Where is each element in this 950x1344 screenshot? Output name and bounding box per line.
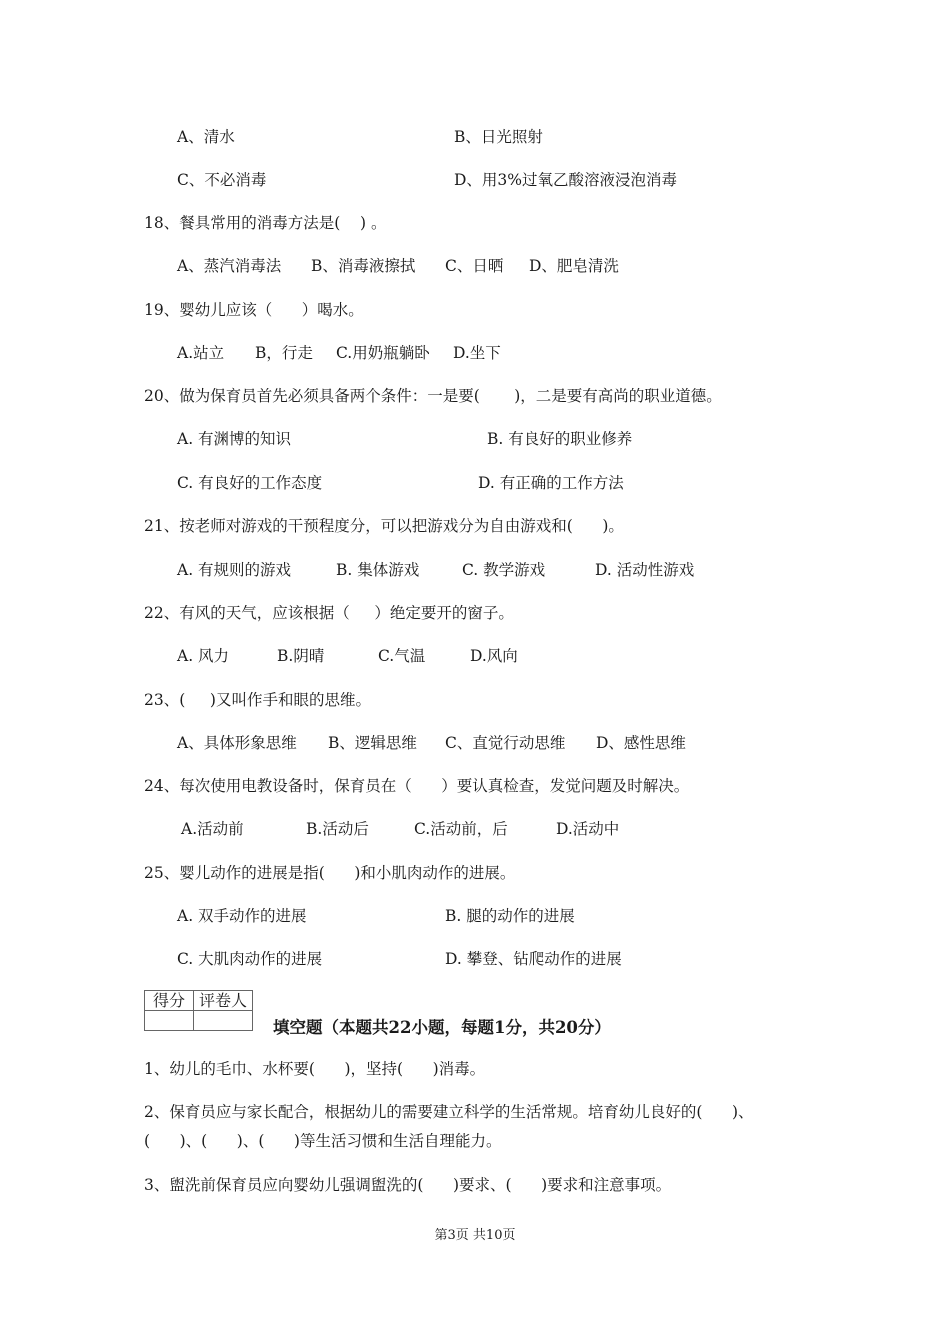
q22-stem: 22、有风的天气，应该根据（ ）绝定要开的窗子。	[144, 604, 514, 622]
q24-option-d: D.活动中	[556, 820, 620, 838]
q17-option-b: B、日光照射	[454, 128, 543, 146]
fill-q2-line2: ( )、( )、( )等生活习惯和生活自理能力。	[144, 1132, 502, 1150]
q23-option-d: D、感性思维	[596, 734, 686, 752]
q19-option-d: D.坐下	[453, 344, 501, 362]
q23-option-a: A、具体形象思维	[177, 734, 297, 752]
q23-option-b: B、逻辑思维	[328, 734, 417, 752]
q20-option-a: A. 有渊博的知识	[177, 430, 292, 448]
q22-option-b: B.阴晴	[277, 647, 325, 665]
q25-stem: 25、婴儿动作的进展是指( )和小肌肉动作的进展。	[144, 864, 516, 882]
q17-option-d: D、用3%过氧乙酸溶液浸泡消毒	[454, 171, 678, 189]
q24-option-a: A.活动前	[181, 820, 244, 838]
q24-stem: 24、每次使用电教设备时，保育员在（ ）要认真检查，发觉问题及时解决。	[144, 777, 690, 795]
page-footer: 第3页 共10页	[434, 1228, 516, 1243]
q20-stem: 20、做为保育员首先必须具备两个条件：一是要( )，二是要有高尚的职业道德。	[144, 387, 722, 405]
q20-option-d: D. 有正确的工作方法	[478, 474, 624, 492]
score-header: 得分	[145, 991, 194, 1011]
q22-option-a: A. 风力	[177, 647, 230, 665]
q17-option-c: C、不必消毒	[177, 171, 267, 189]
q18-option-d: D、肥皂清洗	[529, 257, 619, 275]
q19-option-c: C.用奶瓶躺卧	[336, 344, 430, 362]
fill-q2-line1: 2、保育员应与家长配合，根据幼儿的需要建立科学的生活常规。培育幼儿良好的( )、	[144, 1103, 754, 1121]
fill-q1: 1、幼儿的毛巾、水杯要( )，坚持( )消毒。	[144, 1060, 486, 1078]
q20-option-b: B. 有良好的职业修养	[487, 430, 633, 448]
q22-option-c: C.气温	[378, 647, 426, 665]
q19-option-b: B，行走	[255, 344, 313, 362]
q23-stem: 23、( )又叫作手和眼的思维。	[144, 691, 371, 709]
q25-option-a: A. 双手动作的进展	[177, 907, 307, 925]
q21-option-a: A. 有规则的游戏	[177, 561, 292, 579]
q20-option-c: C. 有良好的工作态度	[177, 474, 323, 492]
q25-option-c: C. 大肌肉动作的进展	[177, 950, 323, 968]
q17-option-a: A、清水	[177, 128, 235, 146]
q21-option-b: B. 集体游戏	[336, 561, 420, 579]
q25-option-b: B. 腿的动作的进展	[445, 907, 575, 925]
q19-option-a: A.站立	[177, 344, 225, 362]
q25-option-d: D. 攀登、钻爬动作的进展	[445, 950, 622, 968]
q21-stem: 21、按老师对游戏的干预程度分，可以把游戏分为自由游戏和( )。	[144, 517, 624, 535]
q24-option-c: C.活动前，后	[414, 820, 508, 838]
score-cell	[145, 1011, 194, 1031]
q23-option-c: C、直觉行动思维	[445, 734, 566, 752]
q21-option-d: D. 活动性游戏	[595, 561, 695, 579]
q18-option-b: B、消毒液擦拭	[311, 257, 416, 275]
q19-stem: 19、婴幼儿应该（ ）喝水。	[144, 301, 364, 319]
grader-header: 评卷人	[194, 991, 253, 1011]
score-table	[144, 990, 253, 1031]
section-title: 填空题（本题共22小题，每题1分，共20分）	[273, 1018, 611, 1037]
q24-option-b: B.活动后	[306, 820, 369, 838]
q18-stem: 18、餐具常用的消毒方法是( ) 。	[144, 214, 387, 232]
fill-q3: 3、盥洗前保育员应向婴幼儿强调盥洗的( )要求、( )要求和注意事项。	[144, 1176, 672, 1194]
grader-cell	[194, 1011, 253, 1031]
q18-option-a: A、蒸汽消毒法	[177, 257, 282, 275]
q21-option-c: C. 教学游戏	[462, 561, 546, 579]
q22-option-d: D.风向	[470, 647, 518, 665]
q18-option-c: C、日晒	[445, 257, 504, 275]
